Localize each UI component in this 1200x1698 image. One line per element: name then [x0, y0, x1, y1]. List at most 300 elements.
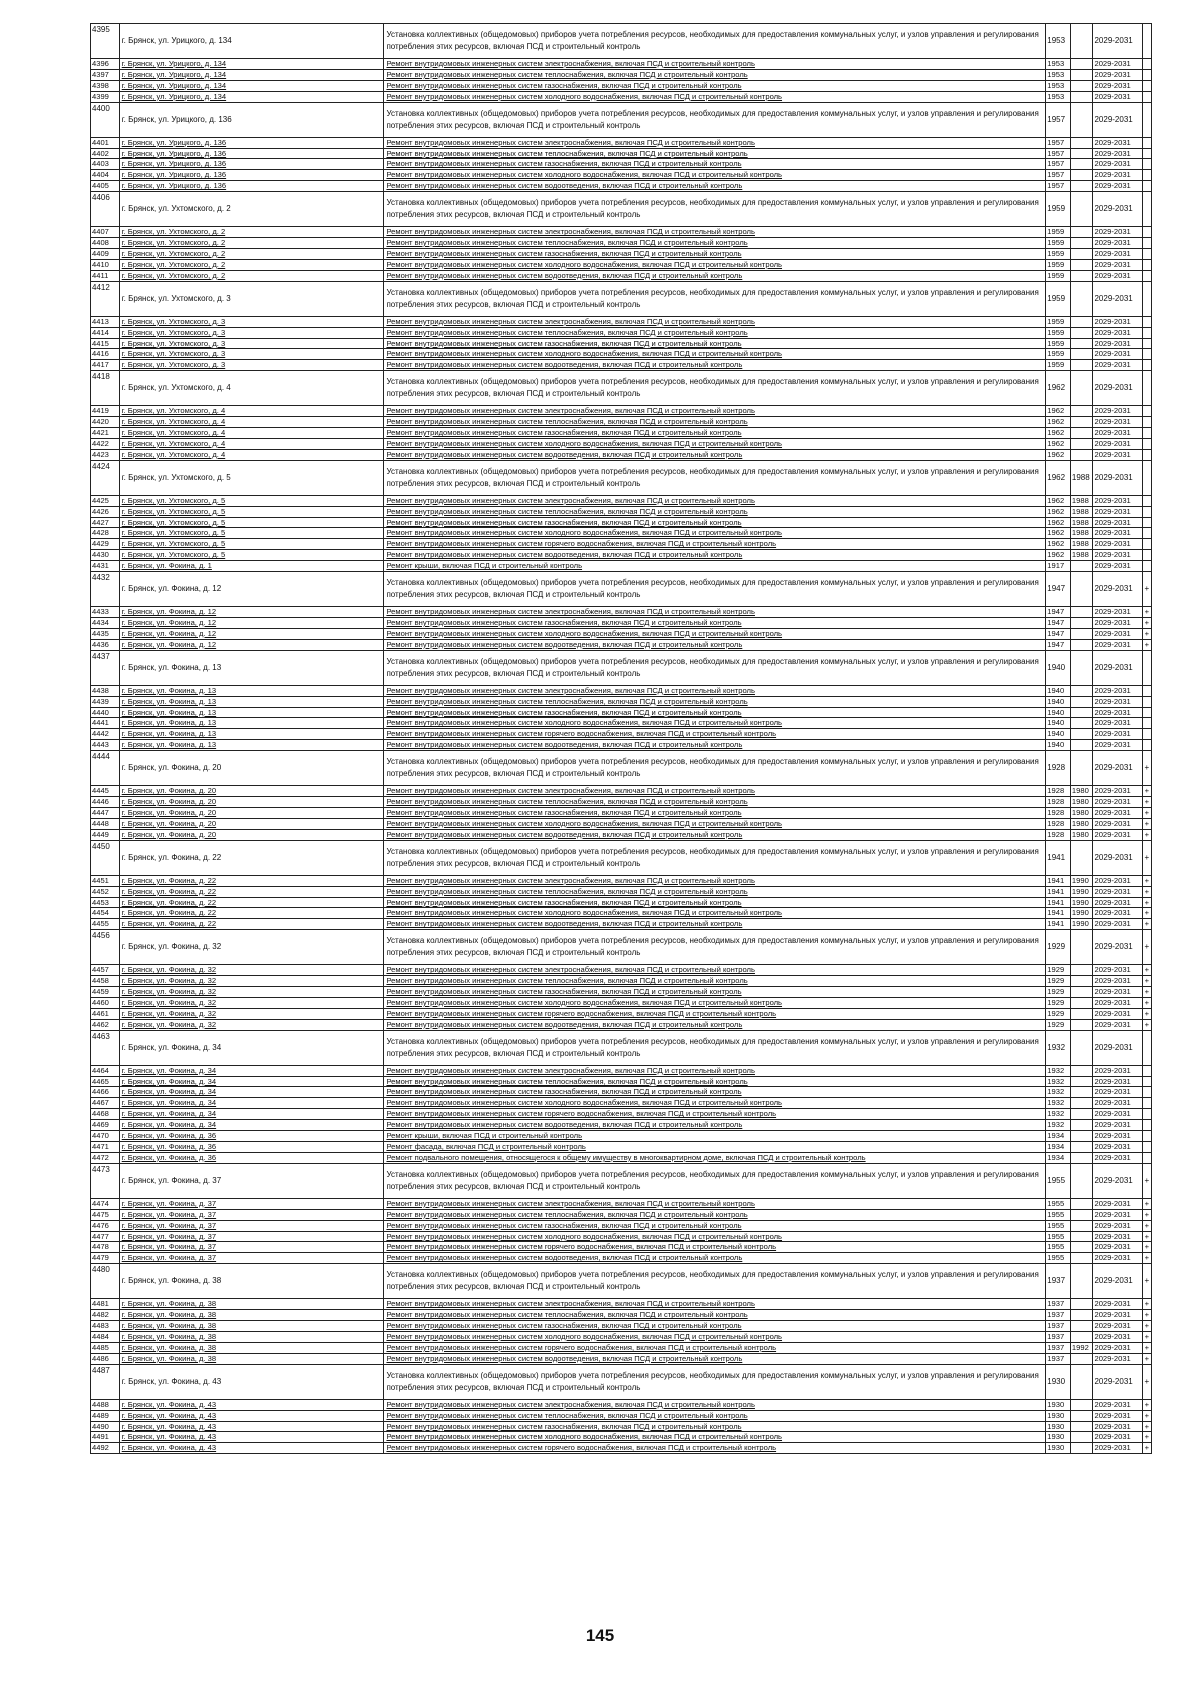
last-repair-year-cell	[1070, 1008, 1093, 1019]
work-type-cell: Ремонт внутридомовых инженерных систем теплоснабжения, включая ПСД и строительный контроль	[384, 417, 1046, 428]
last-repair-year-cell	[1070, 729, 1093, 740]
work-type-cell: Ремонт внутридомовых инженерных систем горячего водоснабжения, включая ПСД и строительный контроль	[384, 539, 1046, 550]
planned-period-cell: 2029-2031	[1093, 528, 1142, 539]
table-row	[91, 360, 1152, 371]
row-number: 4480	[91, 1264, 120, 1299]
build-year-cell: 1955	[1046, 1198, 1071, 1209]
work-type-cell: Ремонт внутридомовых инженерных систем электроснабжения, включая ПСД и строительный контроль	[384, 495, 1046, 506]
work-type-cell: Ремонт внутридомовых инженерных систем газоснабжения, включая ПСД и строительный контроль	[384, 897, 1046, 908]
row-number: 4483	[91, 1321, 120, 1332]
address-cell: г. Брянск, ул. Фокина, д. 13	[119, 740, 384, 751]
build-year-cell: 1928	[1046, 786, 1071, 797]
work-type-cell: Ремонт внутридомовых инженерных систем водоотведения, включая ПСД и строительный контроль	[384, 1253, 1046, 1264]
work-type-cell: Установка коллективных (общедомовых) приборов учета потребления ресурсов, необходимых для предоставления коммунальных услуг, и узлов управления и регулирования потребления этих ресурсов, включая ПСД и строительный контроль	[384, 102, 1046, 137]
work-type-cell: Ремонт внутридомовых инженерных систем газоснабжения, включая ПСД и строительный контроль	[384, 987, 1046, 998]
table-row	[91, 148, 1152, 159]
last-repair-year-cell	[1070, 696, 1093, 707]
last-repair-year-cell	[1070, 449, 1093, 460]
address-cell: г. Брянск, ул. Фокина, д. 12	[119, 572, 384, 607]
planned-period-cell: 2029-2031	[1093, 159, 1142, 170]
address-cell: г. Брянск, ул. Фокина, д. 38	[119, 1264, 384, 1299]
last-repair-year-cell	[1070, 137, 1093, 148]
last-repair-year-cell	[1070, 238, 1093, 249]
build-year-cell: 1937	[1046, 1310, 1071, 1321]
planned-period-cell: 2029-2031	[1093, 1231, 1142, 1242]
flag-cell	[1142, 428, 1151, 439]
table-row	[91, 797, 1152, 808]
table-row	[91, 539, 1152, 550]
flag-cell: +	[1142, 1432, 1151, 1443]
build-year-cell: 1940	[1046, 740, 1071, 751]
work-type-cell: Ремонт внутридомовых инженерных систем теплоснабжения, включая ПСД и строительный контроль	[384, 696, 1046, 707]
build-year-cell: 1957	[1046, 137, 1071, 148]
row-number: 4470	[91, 1131, 120, 1142]
address-cell: г. Брянск, ул. Фокина, д. 12	[119, 639, 384, 650]
work-type-cell: Ремонт внутридомовых инженерных систем горячего водоснабжения, включая ПСД и строительный контроль	[384, 1443, 1046, 1454]
table-row	[91, 1432, 1152, 1443]
row-number: 4414	[91, 327, 120, 338]
row-number: 4426	[91, 506, 120, 517]
work-type-cell: Ремонт внутридомовых инженерных систем газоснабжения, включая ПСД и строительный контроль	[384, 428, 1046, 439]
work-type-cell: Ремонт фасада, включая ПСД и строительный контроль	[384, 1142, 1046, 1153]
table-row	[91, 316, 1152, 327]
last-repair-year-cell: 1990	[1070, 919, 1093, 930]
planned-period-cell: 2029-2031	[1093, 316, 1142, 327]
address-cell: г. Брянск, ул. Фокина, д. 13	[119, 718, 384, 729]
last-repair-year-cell	[1070, 371, 1093, 406]
last-repair-year-cell: 1988	[1070, 539, 1093, 550]
table-row	[91, 919, 1152, 930]
planned-period-cell: 2029-2031	[1093, 327, 1142, 338]
last-repair-year-cell	[1070, 1242, 1093, 1253]
planned-period-cell: 2029-2031	[1093, 886, 1142, 897]
last-repair-year-cell	[1070, 840, 1093, 875]
flag-cell: +	[1142, 797, 1151, 808]
work-type-cell: Установка коллективных (общедомовых) приборов учета потребления ресурсов, необходимых для предоставления коммунальных услуг, и узлов управления и регулирования потребления этих ресурсов, включая ПСД и строительный контроль	[384, 24, 1046, 59]
address-cell: г. Брянск, ул. Фокина, д. 13	[119, 729, 384, 740]
planned-period-cell: 2029-2031	[1093, 1310, 1142, 1321]
row-number: 4432	[91, 572, 120, 607]
row-number: 4492	[91, 1443, 120, 1454]
build-year-cell: 1959	[1046, 360, 1071, 371]
build-year-cell: 1959	[1046, 238, 1071, 249]
build-year-cell: 1930	[1046, 1421, 1071, 1432]
planned-period-cell: 2029-2031	[1093, 1198, 1142, 1209]
work-type-cell: Ремонт внутридомовых инженерных систем водоотведения, включая ПСД и строительный контроль	[384, 1120, 1046, 1131]
table-row	[91, 997, 1152, 1008]
row-number: 4445	[91, 786, 120, 797]
work-type-cell: Ремонт внутридомовых инженерных систем теплоснабжения, включая ПСД и строительный контроль	[384, 976, 1046, 987]
build-year-cell: 1947	[1046, 607, 1071, 618]
last-repair-year-cell: 1980	[1070, 786, 1093, 797]
row-number: 4397	[91, 69, 120, 80]
flag-cell: +	[1142, 829, 1151, 840]
work-type-cell: Ремонт внутридомовых инженерных систем газоснабжения, включая ПСД и строительный контроль	[384, 248, 1046, 259]
build-year-cell: 1930	[1046, 1364, 1071, 1399]
row-number: 4399	[91, 91, 120, 102]
row-number: 4438	[91, 685, 120, 696]
work-type-cell: Ремонт внутридомовых инженерных систем холодного водоснабжения, включая ПСД и строительный контроль	[384, 170, 1046, 181]
planned-period-cell: 2029-2031	[1093, 227, 1142, 238]
planned-period-cell: 2029-2031	[1093, 338, 1142, 349]
planned-period-cell: 2029-2031	[1093, 539, 1142, 550]
address-cell: г. Брянск, ул. Ухтомского, д. 5	[119, 460, 384, 495]
flag-cell: +	[1142, 1019, 1151, 1030]
planned-period-cell: 2029-2031	[1093, 69, 1142, 80]
table-row	[91, 417, 1152, 428]
work-type-cell: Установка коллективных (общедомовых) приборов учета потребления ресурсов, необходимых для предоставления коммунальных услуг, и узлов управления и регулирования потребления этих ресурсов, включая ПСД и строительный контроль	[384, 650, 1046, 685]
row-number: 4460	[91, 997, 120, 1008]
planned-period-cell: 2029-2031	[1093, 1264, 1142, 1299]
planned-period-cell: 2029-2031	[1093, 1152, 1142, 1163]
planned-period-cell: 2029-2031	[1093, 807, 1142, 818]
row-number: 4474	[91, 1198, 120, 1209]
build-year-cell: 1930	[1046, 1432, 1071, 1443]
planned-period-cell: 2029-2031	[1093, 460, 1142, 495]
row-number: 4473	[91, 1163, 120, 1198]
last-repair-year-cell	[1070, 1209, 1093, 1220]
last-repair-year-cell	[1070, 438, 1093, 449]
last-repair-year-cell	[1070, 24, 1093, 59]
work-type-cell: Ремонт внутридомовых инженерных систем водоотведения, включая ПСД и строительный контроль	[384, 829, 1046, 840]
work-type-cell: Ремонт внутридомовых инженерных систем газоснабжения, включая ПСД и строительный контроль	[384, 1321, 1046, 1332]
flag-cell	[1142, 1087, 1151, 1098]
last-repair-year-cell: 1988	[1070, 528, 1093, 539]
row-number: 4396	[91, 59, 120, 70]
table-row	[91, 24, 1152, 59]
planned-period-cell: 2029-2031	[1093, 137, 1142, 148]
address-cell: г. Брянск, ул. Фокина, д. 20	[119, 818, 384, 829]
build-year-cell: 1962	[1046, 417, 1071, 428]
flag-cell: +	[1142, 897, 1151, 908]
row-number: 4446	[91, 797, 120, 808]
last-repair-year-cell	[1070, 1019, 1093, 1030]
table-row	[91, 1242, 1152, 1253]
last-repair-year-cell	[1070, 360, 1093, 371]
address-cell: г. Брянск, ул. Фокина, д. 34	[119, 1109, 384, 1120]
flag-cell	[1142, 238, 1151, 249]
last-repair-year-cell	[1070, 1364, 1093, 1399]
row-number: 4402	[91, 148, 120, 159]
planned-period-cell: 2029-2031	[1093, 875, 1142, 886]
address-cell: г. Брянск, ул. Фокина, д. 43	[119, 1410, 384, 1421]
address-cell: г. Брянск, ул. Фокина, д. 22	[119, 919, 384, 930]
last-repair-year-cell	[1070, 1321, 1093, 1332]
work-type-cell: Установка коллективных (общедомовых) приборов учета потребления ресурсов, необходимых для предоставления коммунальных услуг, и узлов управления и регулирования потребления этих ресурсов, включая ПСД и строительный контроль	[384, 1364, 1046, 1399]
address-cell: г. Брянск, ул. Фокина, д. 20	[119, 807, 384, 818]
row-number: 4437	[91, 650, 120, 685]
build-year-cell: 1941	[1046, 875, 1071, 886]
work-type-cell: Ремонт внутридомовых инженерных систем теплоснабжения, включая ПСД и строительный контроль	[384, 1209, 1046, 1220]
address-cell: г. Брянск, ул. Фокина, д. 20	[119, 786, 384, 797]
table-row	[91, 1198, 1152, 1209]
address-cell: г. Брянск, ул. Фокина, д. 34	[119, 1065, 384, 1076]
work-type-cell: Ремонт внутридомовых инженерных систем холодного водоснабжения, включая ПСД и строительный контроль	[384, 1432, 1046, 1443]
address-cell: г. Брянск, ул. Урицкого, д. 136	[119, 159, 384, 170]
last-repair-year-cell	[1070, 349, 1093, 360]
flag-cell	[1142, 159, 1151, 170]
planned-period-cell: 2029-2031	[1093, 1443, 1142, 1454]
table-row	[91, 751, 1152, 786]
row-number: 4467	[91, 1098, 120, 1109]
row-number: 4395	[91, 24, 120, 59]
last-repair-year-cell: 1988	[1070, 550, 1093, 561]
address-cell: г. Брянск, ул. Фокина, д. 22	[119, 908, 384, 919]
flag-cell: +	[1142, 607, 1151, 618]
planned-period-cell: 2029-2031	[1093, 91, 1142, 102]
address-cell: г. Брянск, ул. Ухтомского, д. 5	[119, 495, 384, 506]
address-cell: г. Брянск, ул. Ухтомского, д. 3	[119, 316, 384, 327]
table-row	[91, 281, 1152, 316]
work-type-cell: Установка коллективных (общедомовых) приборов учета потребления ресурсов, необходимых для предоставления коммунальных услуг, и узлов управления и регулирования потребления этих ресурсов, включая ПСД и строительный контроль	[384, 840, 1046, 875]
flag-cell	[1142, 327, 1151, 338]
build-year-cell: 1947	[1046, 639, 1071, 650]
build-year-cell: 1959	[1046, 248, 1071, 259]
work-type-cell: Ремонт крыши, включая ПСД и строительный контроль	[384, 561, 1046, 572]
planned-period-cell: 2029-2031	[1093, 1299, 1142, 1310]
row-number: 4442	[91, 729, 120, 740]
build-year-cell: 1932	[1046, 1098, 1071, 1109]
row-number: 4447	[91, 807, 120, 818]
table-row	[91, 1264, 1152, 1299]
row-number: 4431	[91, 561, 120, 572]
build-year-cell: 1962	[1046, 406, 1071, 417]
row-number: 4489	[91, 1410, 120, 1421]
work-type-cell: Ремонт внутридомовых инженерных систем водоотведения, включая ПСД и строительный контроль	[384, 449, 1046, 460]
planned-period-cell: 2029-2031	[1093, 718, 1142, 729]
planned-period-cell: 2029-2031	[1093, 349, 1142, 360]
address-cell: г. Брянск, ул. Урицкого, д. 136	[119, 137, 384, 148]
address-cell: г. Брянск, ул. Фокина, д. 37	[119, 1220, 384, 1231]
address-cell: г. Брянск, ул. Фокина, д. 32	[119, 1019, 384, 1030]
last-repair-year-cell	[1070, 572, 1093, 607]
last-repair-year-cell: 1980	[1070, 807, 1093, 818]
flag-cell	[1142, 718, 1151, 729]
build-year-cell: 1957	[1046, 148, 1071, 159]
table-row	[91, 1310, 1152, 1321]
table-row	[91, 159, 1152, 170]
flag-cell	[1142, 91, 1151, 102]
address-cell: г. Брянск, ул. Ухтомского, д. 5	[119, 539, 384, 550]
last-repair-year-cell	[1070, 707, 1093, 718]
address-cell: г. Брянск, ул. Фокина, д. 13	[119, 685, 384, 696]
row-number: 4408	[91, 238, 120, 249]
build-year-cell: 1941	[1046, 897, 1071, 908]
table-row	[91, 1364, 1152, 1399]
row-number: 4461	[91, 1008, 120, 1019]
address-cell: г. Брянск, ул. Ухтомского, д. 5	[119, 550, 384, 561]
address-cell: г. Брянск, ул. Фокина, д. 32	[119, 997, 384, 1008]
work-type-cell: Ремонт внутридомовых инженерных систем холодного водоснабжения, включая ПСД и строительный контроль	[384, 1098, 1046, 1109]
table-row	[91, 327, 1152, 338]
planned-period-cell: 2029-2031	[1093, 148, 1142, 159]
work-type-cell: Ремонт внутридомовых инженерных систем холодного водоснабжения, включая ПСД и строительный контроль	[384, 259, 1046, 270]
build-year-cell: 1959	[1046, 227, 1071, 238]
table-row	[91, 1399, 1152, 1410]
row-number: 4413	[91, 316, 120, 327]
flag-cell: +	[1142, 908, 1151, 919]
build-year-cell: 1929	[1046, 976, 1071, 987]
table-row	[91, 91, 1152, 102]
address-cell: г. Брянск, ул. Урицкого, д. 134	[119, 24, 384, 59]
row-number: 4407	[91, 227, 120, 238]
flag-cell: +	[1142, 965, 1151, 976]
address-cell: г. Брянск, ул. Фокина, д. 32	[119, 1008, 384, 1019]
build-year-cell: 1962	[1046, 539, 1071, 550]
flag-cell	[1142, 170, 1151, 181]
address-cell: г. Брянск, ул. Фокина, д. 38	[119, 1353, 384, 1364]
planned-period-cell: 2029-2031	[1093, 639, 1142, 650]
planned-period-cell: 2029-2031	[1093, 406, 1142, 417]
address-cell: г. Брянск, ул. Фокина, д. 36	[119, 1142, 384, 1153]
row-number: 4439	[91, 696, 120, 707]
work-type-cell: Ремонт внутридомовых инженерных систем холодного водоснабжения, включая ПСД и строительный контроль	[384, 349, 1046, 360]
table-row	[91, 561, 1152, 572]
build-year-cell: 1962	[1046, 428, 1071, 439]
flag-cell: +	[1142, 628, 1151, 639]
row-number: 4433	[91, 607, 120, 618]
last-repair-year-cell	[1070, 1220, 1093, 1231]
row-number: 4459	[91, 987, 120, 998]
planned-period-cell: 2029-2031	[1093, 1399, 1142, 1410]
address-cell: г. Брянск, ул. Фокина, д. 38	[119, 1331, 384, 1342]
flag-cell: +	[1142, 987, 1151, 998]
build-year-cell: 1937	[1046, 1342, 1071, 1353]
build-year-cell: 1947	[1046, 572, 1071, 607]
table-row	[91, 1163, 1152, 1198]
build-year-cell: 1957	[1046, 159, 1071, 170]
row-number: 4475	[91, 1209, 120, 1220]
build-year-cell: 1953	[1046, 69, 1071, 80]
flag-cell	[1142, 59, 1151, 70]
last-repair-year-cell	[1070, 997, 1093, 1008]
last-repair-year-cell	[1070, 639, 1093, 650]
table-row	[91, 1231, 1152, 1242]
flag-cell	[1142, 696, 1151, 707]
build-year-cell: 1917	[1046, 561, 1071, 572]
table-row	[91, 1131, 1152, 1142]
planned-period-cell: 2029-2031	[1093, 997, 1142, 1008]
last-repair-year-cell	[1070, 1353, 1093, 1364]
address-cell: г. Брянск, ул. Фокина, д. 22	[119, 897, 384, 908]
build-year-cell: 1955	[1046, 1242, 1071, 1253]
planned-period-cell: 2029-2031	[1093, 170, 1142, 181]
row-number: 4479	[91, 1253, 120, 1264]
planned-period-cell: 2029-2031	[1093, 1076, 1142, 1087]
planned-period-cell: 2029-2031	[1093, 517, 1142, 528]
work-type-cell: Установка коллективных (общедомовых) приборов учета потребления ресурсов, необходимых для предоставления коммунальных услуг, и узлов управления и регулирования потребления этих ресурсов, включая ПСД и строительный контроль	[384, 572, 1046, 607]
work-type-cell: Ремонт внутридомовых инженерных систем горячего водоснабжения, включая ПСД и строительный контроль	[384, 729, 1046, 740]
planned-period-cell: 2029-2031	[1093, 449, 1142, 460]
flag-cell: +	[1142, 1242, 1151, 1253]
flag-cell	[1142, 740, 1151, 751]
table-row	[91, 1152, 1152, 1163]
address-cell: г. Брянск, ул. Урицкого, д. 134	[119, 59, 384, 70]
work-type-cell: Ремонт крыши, включая ПСД и строительный контроль	[384, 1131, 1046, 1142]
build-year-cell: 1940	[1046, 729, 1071, 740]
row-number: 4418	[91, 371, 120, 406]
last-repair-year-cell	[1070, 181, 1093, 192]
planned-period-cell: 2029-2031	[1093, 751, 1142, 786]
planned-period-cell: 2029-2031	[1093, 1120, 1142, 1131]
flag-cell	[1142, 137, 1151, 148]
build-year-cell: 1955	[1046, 1253, 1071, 1264]
work-type-cell: Ремонт подвального помещения, относящегося к общему имуществу в многоквартирном доме, включая ПСД и строительный контроль	[384, 1152, 1046, 1163]
row-number: 4421	[91, 428, 120, 439]
planned-period-cell: 2029-2031	[1093, 1209, 1142, 1220]
flag-cell	[1142, 449, 1151, 460]
row-number: 4453	[91, 897, 120, 908]
build-year-cell: 1928	[1046, 829, 1071, 840]
flag-cell: +	[1142, 1198, 1151, 1209]
flag-cell	[1142, 1109, 1151, 1120]
address-cell: г. Брянск, ул. Ухтомского, д. 4	[119, 371, 384, 406]
planned-period-cell: 2029-2031	[1093, 1253, 1142, 1264]
table-row	[91, 1299, 1152, 1310]
address-cell: г. Брянск, ул. Ухтомского, д. 2	[119, 270, 384, 281]
address-cell: г. Брянск, ул. Ухтомского, д. 2	[119, 259, 384, 270]
table-row	[91, 1220, 1152, 1231]
planned-period-cell: 2029-2031	[1093, 495, 1142, 506]
planned-period-cell: 2029-2031	[1093, 281, 1142, 316]
last-repair-year-cell	[1070, 80, 1093, 91]
row-number: 4411	[91, 270, 120, 281]
table-row	[91, 406, 1152, 417]
flag-cell: +	[1142, 1299, 1151, 1310]
build-year-cell: 1955	[1046, 1163, 1071, 1198]
table-row	[91, 69, 1152, 80]
table-row	[91, 550, 1152, 561]
row-number: 4436	[91, 639, 120, 650]
row-number: 4422	[91, 438, 120, 449]
table-row	[91, 338, 1152, 349]
planned-period-cell: 2029-2031	[1093, 181, 1142, 192]
work-type-cell: Ремонт внутридомовых инженерных систем электроснабжения, включая ПСД и строительный контроль	[384, 316, 1046, 327]
table-row	[91, 650, 1152, 685]
planned-period-cell: 2029-2031	[1093, 80, 1142, 91]
build-year-cell: 1959	[1046, 338, 1071, 349]
table-row	[91, 1443, 1152, 1454]
row-number: 4404	[91, 170, 120, 181]
address-cell: г. Брянск, ул. Фокина, д. 43	[119, 1443, 384, 1454]
work-type-cell: Ремонт внутридомовых инженерных систем водоотведения, включая ПСД и строительный контроль	[384, 181, 1046, 192]
build-year-cell: 1962	[1046, 371, 1071, 406]
row-number: 4450	[91, 840, 120, 875]
work-type-cell: Ремонт внутридомовых инженерных систем газоснабжения, включая ПСД и строительный контроль	[384, 1421, 1046, 1432]
last-repair-year-cell	[1070, 316, 1093, 327]
last-repair-year-cell	[1070, 69, 1093, 80]
address-cell: г. Брянск, ул. Фокина, д. 34	[119, 1120, 384, 1131]
address-cell: г. Брянск, ул. Фокина, д. 13	[119, 707, 384, 718]
build-year-cell: 1929	[1046, 987, 1071, 998]
last-repair-year-cell	[1070, 561, 1093, 572]
last-repair-year-cell	[1070, 1030, 1093, 1065]
last-repair-year-cell	[1070, 1065, 1093, 1076]
table-row	[91, 1019, 1152, 1030]
planned-period-cell: 2029-2031	[1093, 572, 1142, 607]
build-year-cell: 1929	[1046, 930, 1071, 965]
flag-cell	[1142, 460, 1151, 495]
row-number: 4401	[91, 137, 120, 148]
address-cell: г. Брянск, ул. Фокина, д. 12	[119, 628, 384, 639]
flag-cell	[1142, 1142, 1151, 1153]
work-type-cell: Ремонт внутридомовых инженерных систем водоотведения, включая ПСД и строительный контроль	[384, 270, 1046, 281]
flag-cell	[1142, 506, 1151, 517]
work-type-cell: Ремонт внутридомовых инженерных систем горячего водоснабжения, включая ПСД и строительный контроль	[384, 1342, 1046, 1353]
flag-cell: +	[1142, 1410, 1151, 1421]
flag-cell: +	[1142, 1163, 1151, 1198]
last-repair-year-cell	[1070, 1310, 1093, 1321]
